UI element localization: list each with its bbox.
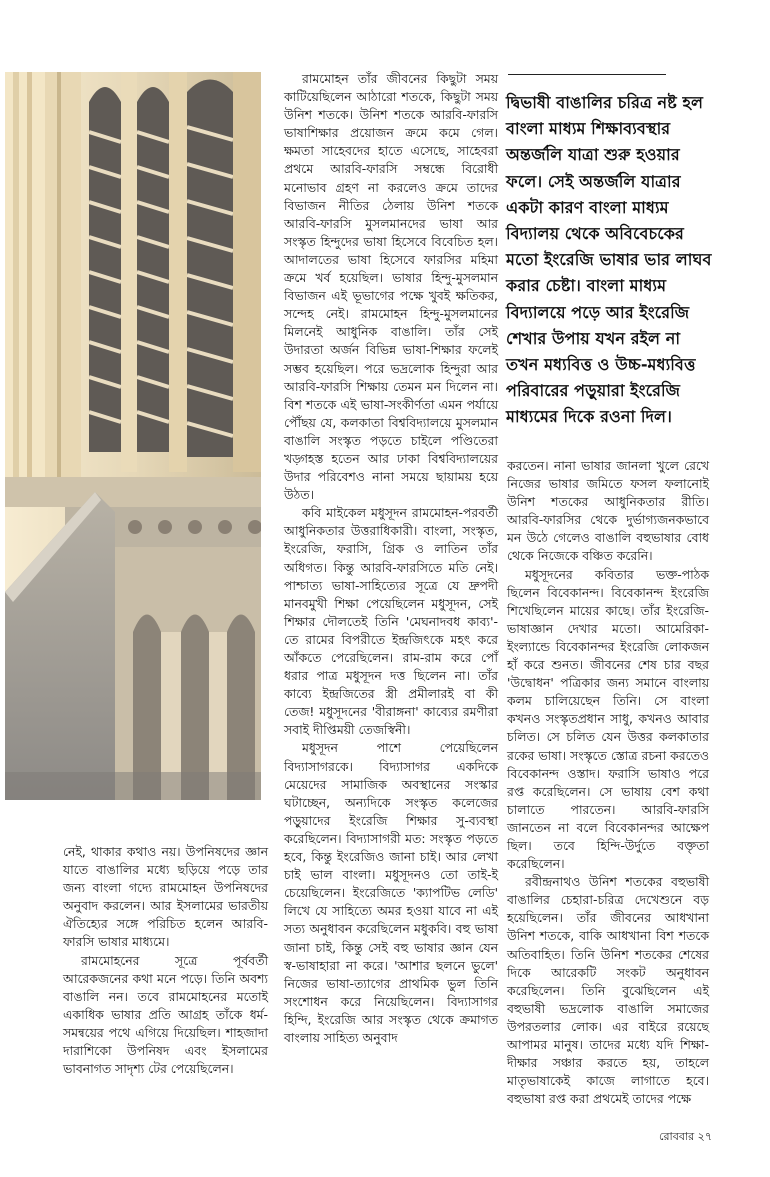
article-column-3 bbox=[507, 457, 709, 1108]
cathedral-illustration bbox=[5, 72, 261, 800]
paragraph: মধুসূদনের কবিতার ভক্ত-পাঠক ছিলেন বিবেকানন্দ। বিবেকানন্দ ইংরেজি শিখেছিলেন মায়ের কাছে। তাঁর ইংরেজি-ভাষাজ্ঞান দেখার মতো। আমেরিকা-ইংল্যান্ডে বিবেকানন্দর ইংরেজি লোকজন হাঁ করে শুনত। জীবনের শেষ চার বছর 'উদ্বোধন' পত্রিকার জন্য সমানে বাংলায় কলম চালিয়েছেন তিনি। সে বাংলা কখনও সংস্কৃতপ্রধান সাধু, কখনও আবার চলিত। সে চলিত যেন উত্তর কলকাতার রকের ভাষা। সংস্কৃতে স্তোত্র রচনা করতেও বিবেকানন্দ ওস্তাদ। ফরাসি ভাষাও পরে রপ্ত করেছিলেন। সে ভাষায় বেশ কথা চালাতে পারতেন। আরবি-ফারসি জানতেন না বলে বিবেকানন্দর আক্ষেপ ছিল। তবে হিন্দি-উর্দুতে বক্তৃতা করেছিলেন। bbox=[507, 566, 709, 872]
pullquote-rule bbox=[508, 74, 666, 75]
paragraph: নেই, থাকার কথাও নয়। উপনিষদের জ্ঞান যাতে বাঙালির মধ্যে ছড়িয়ে পড়ে তার জন্য বাংলা গদ্যে রামমোহন উপনিষদের অনুবাদ করলেন। আর ইসলামের ভারতীয় ঐতিহ্যের সঙ্গে পরিচিত হলেন আরবি-ফারসি ভাষার মাধ্যমে। bbox=[63, 844, 268, 950]
paragraph: রামমোহন তাঁর জীবনের কিছুটা সময় কাটিয়েছিলেন আঠারো শতকে, কিছুটা সময় উনিশ শতকে। উনিশ শতকে আরবি-ফারসি ভাষাশিক্ষার প্রয়োজন ক্রমে কমে গেল। ক্ষমতা সাহেবদের হাতে এসেছে, সাহেবরা প্রথমে আরবি-ফারসি সম্বন্ধে বিরোধী মনোভাব গ্রহণ না করলেও ক্রমে তাদের বিভাজন নীতির ঠেলায় উনিশ শতকে আরবি-ফারসি মুসলমানদের ভাষা আর সংস্কৃত হিন্দুদের ভাষা হিসেবে বিবেচিত হল। আদালতের ভাষা হিসেবে ফারসির মহিমা ক্রমে খর্ব হয়েছিল। ভাষার হিন্দু-মুসলমান বিভাজন এই ভূভাগের পক্ষে খুবই ক্ষতিকর, সন্দেহ নেই। রামমোহন হিন্দু-মুসলমানের মিলনেই আধুনিক বাঙালি। তাঁর সেই উদারতা অর্জন বিভিন্ন ভাষা-শিক্ষার ফলেই সম্ভব হয়েছিল। পরে ভদ্রলোক হিন্দুরা আর আরবি-ফারসি শিক্ষায় তেমন মন দিলেন না। বিশ শতকে এই ভাষা-সংকীর্ণতা এমন পর্যায়ে পৌঁছয় যে, কলকাতা বিশ্ববিদ্যালয়ে মুসলমান বাঙালি সংস্কৃত পড়তে চাইলে পণ্ডিতেরা খড়্গহস্ত হতেন আর ঢাকা বিশ্ববিদ্যালয়ের উদার পরিবেশও নানা সময়ে ছায়াময় হয়ে উঠত। bbox=[284, 71, 498, 503]
paragraph: রামমোহনের সূত্রে পূর্ববর্তী আরেকজনের কথা মনে পড়ে। তিনি অবশ্য বাঙালি নন। তবে রামমোহনের মতোই একাধিক ভাষার প্রতি আগ্রহ তাঁকে ধর্ম-সমন্বয়ের পথে এগিয়ে দিয়েছিল। শাহজাদা দারাশিকো উপনিষদ এবং ইসলামের ভাবনাগত সাদৃশ্য টের পেয়েছিলেন। bbox=[63, 952, 268, 1077]
article-column-1 bbox=[63, 843, 268, 1078]
pullquote: দ্বিভাষী বাঙালির চরিত্র নষ্ট হল বাংলা মাধ্যম শিক্ষাব্যবস্থার অন্তর্জলি যাত্রা শুরু হওয়ার ফলে। সেই অন্তর্জলি যাত্রার একটা কারণ বাংলা মাধ্যম বিদ্যালয় থেকে অবিবেচকের মতো ইংরেজি ভাষার ভার লাঘব করার চেষ্টা। বাংলা মাধ্যম বিদ্যালয়ে পড়ে আর ইংরেজি শেখার উপায় যখন রইল না তখন মধ্যবিত্ত ও উচ্চ-মধ্যবিত্ত পরিবারের পড়ুয়ারা ইংরেজি মাধ্যমের দিকে রওনা দিল। bbox=[506, 93, 712, 427]
cathedral-photo bbox=[5, 72, 261, 800]
paragraph: রবীন্দ্রনাথও উনিশ শতকের বহুভাষী বাঙালির চেহারা-চরিত্র দেখেশুনে বড় হয়েছিলেন। তাঁর জীবনের আধখানা উনিশ শতকে, বাকি আধখানা বিশ শতকে অতিবাহিত। তিনি উনিশ শতকের শেষের দিকে আরেকটি সংকট অনুধাবন করেছিলেন। তিনি বুঝেছিলেন এই বহুভাষী ভদ্রলোক বাঙালি সমাজের উপরতলার লোক। এর বাইরে রয়েছে আপামর মানুষ। তাদের মধ্যে যদি শিক্ষা-দীক্ষার সঞ্চার করতে হয়, তাহলে মাতৃভাষাকেই কাজে লাগাতে হবে। বহুভাষা রপ্ত করা প্রথমেই তাদের পক্ষে bbox=[507, 874, 709, 1107]
paragraph: করতেন। নানা ভাষার জানলা খুলে রেখে নিজের ভাষার জমিতে ফসল ফলানোই উনিশ শতকের আধুনিকতার রীতি। আরবি-ফারসির থেকে দুর্ভাগ্যজনকভাবে মন উঠে গেলেও বাঙালি বহুভাষার বোধ থেকে নিজেকে বঞ্চিত করেনি। bbox=[507, 458, 709, 564]
page-footer: রোববার ২৭ bbox=[659, 1130, 712, 1143]
paragraph: কবি মাইকেল মধুসূদন রামমোহন-পরবর্তী আধুনিকতার উত্তরাধিকারী। বাংলা, সংস্কৃত, ইংরেজি, ফরাসি, গ্রিক ও লাতিন তাঁর অধিগত। কিন্তু আরবি-ফারসিতে মতি নেই। পাশ্চাত্য ভাষা-সাহিত্যের সূত্রে যে দ্রুপদী মানবমুখী শিক্ষা পেয়েছিলেন মধুসূদন, সেই শিক্ষার দৌলতেই তিনি 'মেঘনাদবধ কাব্য'-তে রামের বিপরীতে ইন্দ্রজিৎকে মহৎ করে আঁকতে পেরেছিলেন। রাম-রাম করে পোঁ ধরার পাত্র মধুসূদন দত্ত ছিলেন না। তাঁর কাব্যে ইন্দ্রজিতের স্ত্রী প্রমীলারই বা কী তেজ! মধুসূদনের 'বীরাঙ্গনা' কাব্যের রমণীরা সবাই দীপ্তিময়ী তেজস্বিনী। bbox=[284, 505, 498, 738]
paragraph: মধুসূদন পাশে পেয়েছিলেন বিদ্যাসাগরকে। বিদ্যাসাগর একদিকে মেয়েদের সামাজিক অবস্থানের সংস্কার ঘটাচ্ছেন, অন্যদিকে সংস্কৃত কলেজের পড়ুয়াদের ইংরেজি শিক্ষার সু-ব্যবস্থা করেছিলেন। বিদ্যাসাগরী মত: সংস্কৃত পড়তে হবে, কিন্তু ইংরেজিও জানা চাই। আর লেখা চাই ভাল বাংলা। মধুসূদনও তো তাই-ই চেয়েছিলেন। ইংরেজিতে 'ক্যাপটিভ লেডি' লিখে যে সাহিত্যে অমর হওয়া যাবে না এই সত্য অনুধাবন করেছিলেন মধুকবি। বহু ভাষা জানা চাই, কিন্তু সেই বহু ভাষার জ্ঞান যেন স্ব-ভাষাহারা না করে। 'আশার ছলনে ভুলে' নিজের ভাষা-ত্যাগের প্রাথমিক ভুল তিনি সংশোধন করে নিয়েছিলেন। বিদ্যাসাগর হিন্দি, ইংরেজি আর সংস্কৃত থেকে ক্রমাগত বাংলায় সাহিত্য অনুবাদ bbox=[284, 740, 498, 1045]
article-column-2 bbox=[284, 70, 498, 1047]
